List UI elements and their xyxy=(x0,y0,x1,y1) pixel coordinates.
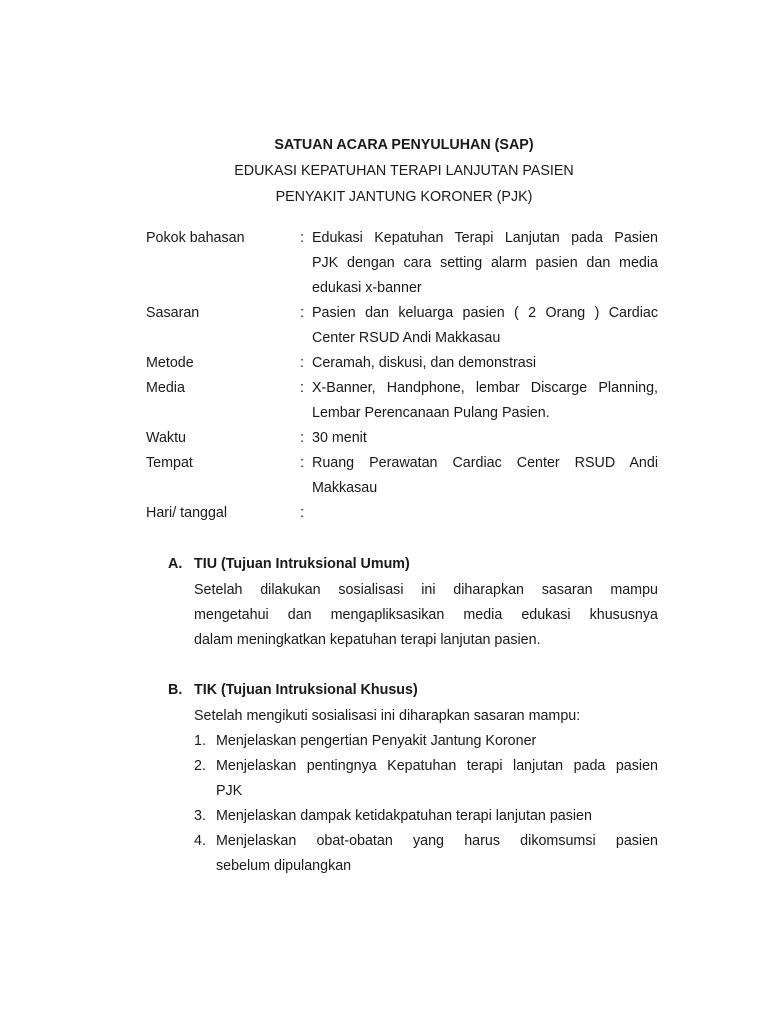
section-a-line: Setelah dilakukan sosialisasi ini diharapkan sasaran mampu xyxy=(194,582,658,598)
section-a-paragraph xyxy=(194,578,658,653)
section-a-line: mengetahui dan mengapliksasikan media edukasi khususnya xyxy=(194,607,658,623)
detail-key: Pokok bahasan xyxy=(146,230,245,246)
list-item xyxy=(194,754,658,804)
section-b-intro xyxy=(194,704,658,729)
list-item-text xyxy=(216,804,658,829)
list-item-text xyxy=(216,729,658,754)
detail-value-line: Makkasau xyxy=(312,480,378,496)
section-a-line: dalam meningkatkan kepatuhan terapi lanjutan pasien. xyxy=(194,632,541,648)
list-item-line: PJK xyxy=(216,783,243,799)
detail-colon: : xyxy=(300,230,304,246)
list-item-line: Menjelaskan dampak ketidakpatuhan terapi lanjutan pasien xyxy=(216,808,592,824)
detail-colon: : xyxy=(300,455,304,471)
list-item-text xyxy=(216,829,658,879)
detail-key: Hari/ tanggal xyxy=(146,505,228,521)
list-item-number: 4. xyxy=(194,833,206,849)
document-title-block xyxy=(0,136,768,214)
detail-value-line: Pasien dan keluarga pasien ( 2 Orang ) Cardiac xyxy=(312,305,658,321)
section-a-title: TIU (Tujuan Intruksional Umum) xyxy=(194,556,410,572)
detail-value-line: edukasi x-banner xyxy=(312,280,422,296)
detail-value-line: Edukasi Kepatuhan Terapi Lanjutan pada Pasien xyxy=(312,230,658,246)
document-title: SATUAN ACARA PENYULUHAN (SAP) xyxy=(274,137,534,153)
detail-row-sasaran xyxy=(146,301,658,351)
objectives-list xyxy=(194,729,658,879)
list-item-line: sebelum dipulangkan xyxy=(216,858,352,874)
detail-colon: : xyxy=(300,430,304,446)
detail-value xyxy=(312,226,658,301)
detail-key: Waktu xyxy=(146,430,186,446)
detail-value xyxy=(312,451,658,501)
detail-colon: : xyxy=(300,380,304,396)
detail-colon: : xyxy=(300,355,304,371)
detail-key: Media xyxy=(146,380,185,396)
detail-value-line: Center RSUD Andi Makkasau xyxy=(312,330,501,346)
detail-key: Tempat xyxy=(146,455,193,471)
list-item xyxy=(194,804,658,829)
detail-row-tempat xyxy=(146,451,658,501)
document-subtitle-line-2: PENYAKIT JANTUNG KORONER (PJK) xyxy=(275,189,533,205)
detail-value xyxy=(312,501,658,526)
list-item xyxy=(194,729,658,754)
list-item xyxy=(194,829,658,879)
list-item-number: 1. xyxy=(194,733,206,749)
section-b-title: TIK (Tujuan Intruksional Khusus) xyxy=(194,682,418,698)
list-item-text xyxy=(216,754,658,804)
detail-value-line: Ruang Perawatan Cardiac Center RSUD Andi xyxy=(312,455,658,471)
section-b-heading xyxy=(168,682,418,698)
detail-row-pokok-bahasan xyxy=(146,226,658,301)
list-item-number: 2. xyxy=(194,758,206,774)
section-a-letter: A. xyxy=(168,556,183,572)
detail-value-line: Lembar Perencanaan Pulang Pasien. xyxy=(312,405,550,421)
detail-row-hari-tanggal xyxy=(146,501,658,526)
detail-colon: : xyxy=(300,305,304,321)
detail-value-line: PJK dengan cara setting alarm pasien dan media xyxy=(312,255,658,271)
detail-row-media xyxy=(146,376,658,426)
list-item-line: Menjelaskan obat-obatan yang harus dikomsumsi pasien xyxy=(216,833,658,849)
section-b-intro-text: Setelah mengikuti sosialisasi ini diharapkan sasaran mampu: xyxy=(194,708,581,724)
detail-value: 30 menit xyxy=(312,430,367,446)
detail-row-metode xyxy=(146,351,658,376)
details-list xyxy=(146,226,658,526)
section-a-heading xyxy=(168,556,410,572)
list-item-number: 3. xyxy=(194,808,206,824)
list-item-line: Menjelaskan pengertian Penyakit Jantung Koroner xyxy=(216,733,537,749)
detail-value xyxy=(312,301,658,351)
detail-key: Metode xyxy=(146,355,194,371)
detail-key: Sasaran xyxy=(146,305,200,321)
list-item-line: Menjelaskan pentingnya Kepatuhan terapi lanjutan pada pasien xyxy=(216,758,658,774)
detail-value: Ceramah, diskusi, dan demonstrasi xyxy=(312,355,537,371)
section-b-letter: B. xyxy=(168,682,183,698)
detail-value xyxy=(312,376,658,426)
detail-row-waktu xyxy=(146,426,658,451)
detail-value-line: X-Banner, Handphone, lembar Discarge Planning, xyxy=(312,380,658,396)
document-subtitle-line-1: EDUKASI KEPATUHAN TERAPI LANJUTAN PASIEN xyxy=(234,163,574,179)
detail-colon: : xyxy=(300,505,304,521)
